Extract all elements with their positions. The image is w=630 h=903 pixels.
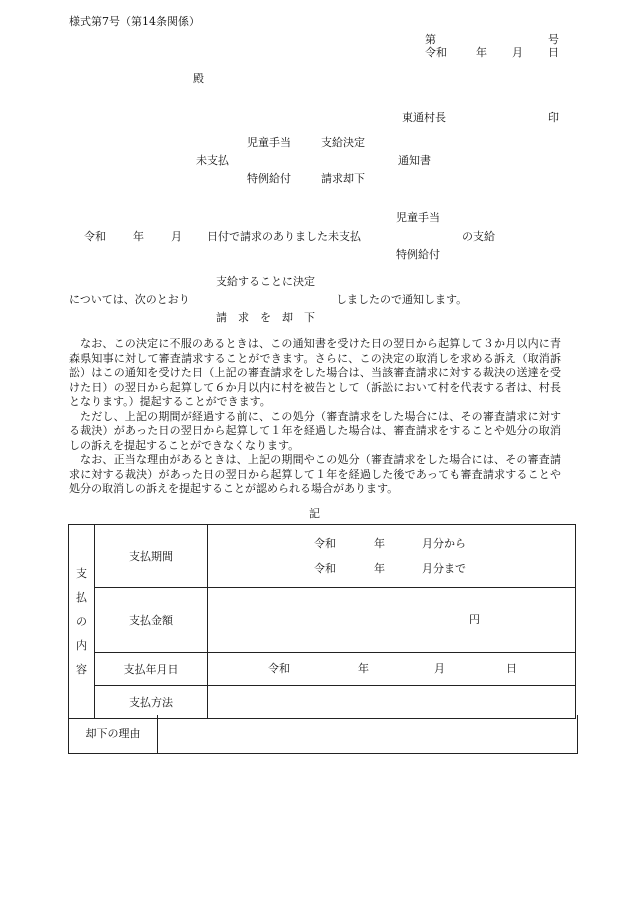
- reject-reason-row: [68, 715, 578, 754]
- period-label: 支払期間: [95, 525, 208, 588]
- title-decision: 支給決定: [321, 136, 365, 149]
- request-month: 月: [171, 230, 182, 243]
- date-day: 日: [548, 46, 559, 59]
- request-special: 特例給付: [396, 248, 440, 261]
- request-era: 令和: [84, 230, 106, 243]
- reject-reason-label: 却下の理由: [69, 715, 158, 753]
- date-value[interactable]: 令和 年 月 日: [208, 653, 576, 686]
- period-value[interactable]: 令和 年 月分から 令和 年 月分まで: [208, 525, 576, 588]
- addressee-suffix: 殿: [193, 72, 204, 85]
- date-month: 月: [512, 46, 523, 59]
- title-reject: 請求却下: [321, 172, 365, 185]
- request-end: の支給: [462, 230, 495, 243]
- doc-no-dai: 第: [425, 33, 436, 46]
- date-era: 令和: [425, 46, 447, 59]
- title-special: 特例給付: [247, 172, 291, 185]
- reject-reason-value[interactable]: [158, 715, 577, 753]
- date-label: 支払年月日: [95, 653, 208, 686]
- issuer-name: 東通村長: [402, 111, 446, 124]
- note-paragraph: なお、この決定に不服のあるときは、この通知書を受けた日の翌日から起算して３か月以内に青森県知事に対して審査請求することができます。さらに、この決定の取消しを求める訴え（取消訴訟）はこの通知を受けた日（上記の審査請求をした場合は、当該審査請求に対する裁決の送達を受けた日）の翌日から起算して６か月以内に村を被告として（訴訟において村を代表する者は、村長となります。）提起することができます。: [69, 337, 561, 408]
- method-label: 支払方法: [95, 686, 208, 719]
- form-number: 様式第7号（第14条関係）: [69, 15, 200, 28]
- notes-block: [69, 337, 561, 497]
- payment-table: [68, 524, 576, 719]
- doc-no-go: 号: [548, 33, 559, 46]
- issuer-seal: 印: [548, 111, 559, 124]
- title-notice: 通知書: [398, 154, 431, 167]
- method-value[interactable]: [208, 686, 576, 719]
- decision-right: しましたので通知します。: [336, 293, 468, 306]
- request-year: 年: [133, 230, 144, 243]
- amount-label: 支払金額: [95, 588, 208, 653]
- decision-pay: 支給することに決定: [216, 275, 315, 288]
- record-heading: 記: [309, 507, 320, 520]
- decision-reject: 請 求 を 却 下: [216, 311, 315, 324]
- side-label: 支 払 の 内 容: [69, 525, 95, 719]
- request-middle: 日付で請求のありました未支払: [207, 230, 361, 243]
- decision-left: については、次のとおり: [69, 293, 190, 306]
- title-unpaid: 未支払: [196, 154, 229, 167]
- title-benefit: 児童手当: [247, 136, 291, 149]
- date-year: 年: [476, 46, 487, 59]
- request-benefit: 児童手当: [396, 211, 440, 224]
- note-paragraph: なお、正当な理由があるときは、上記の期間やこの処分（審査請求をした場合には、その審査請求に対する裁決）があった日の翌日から起算して１年を経過した後であっても審査請求することや処分の取消しの訴えを提起することが認められる場合があります。: [69, 453, 561, 495]
- note-paragraph: ただし、上記の期間が経過する前に、この処分（審査請求をした場合には、その審査請求に対する裁決）があった日の翌日から起算して１年を経過した場合は、審査請求をすることや処分の取消しの訴えを提起することができなくなります。: [69, 409, 561, 452]
- amount-value[interactable]: 円: [208, 588, 576, 653]
